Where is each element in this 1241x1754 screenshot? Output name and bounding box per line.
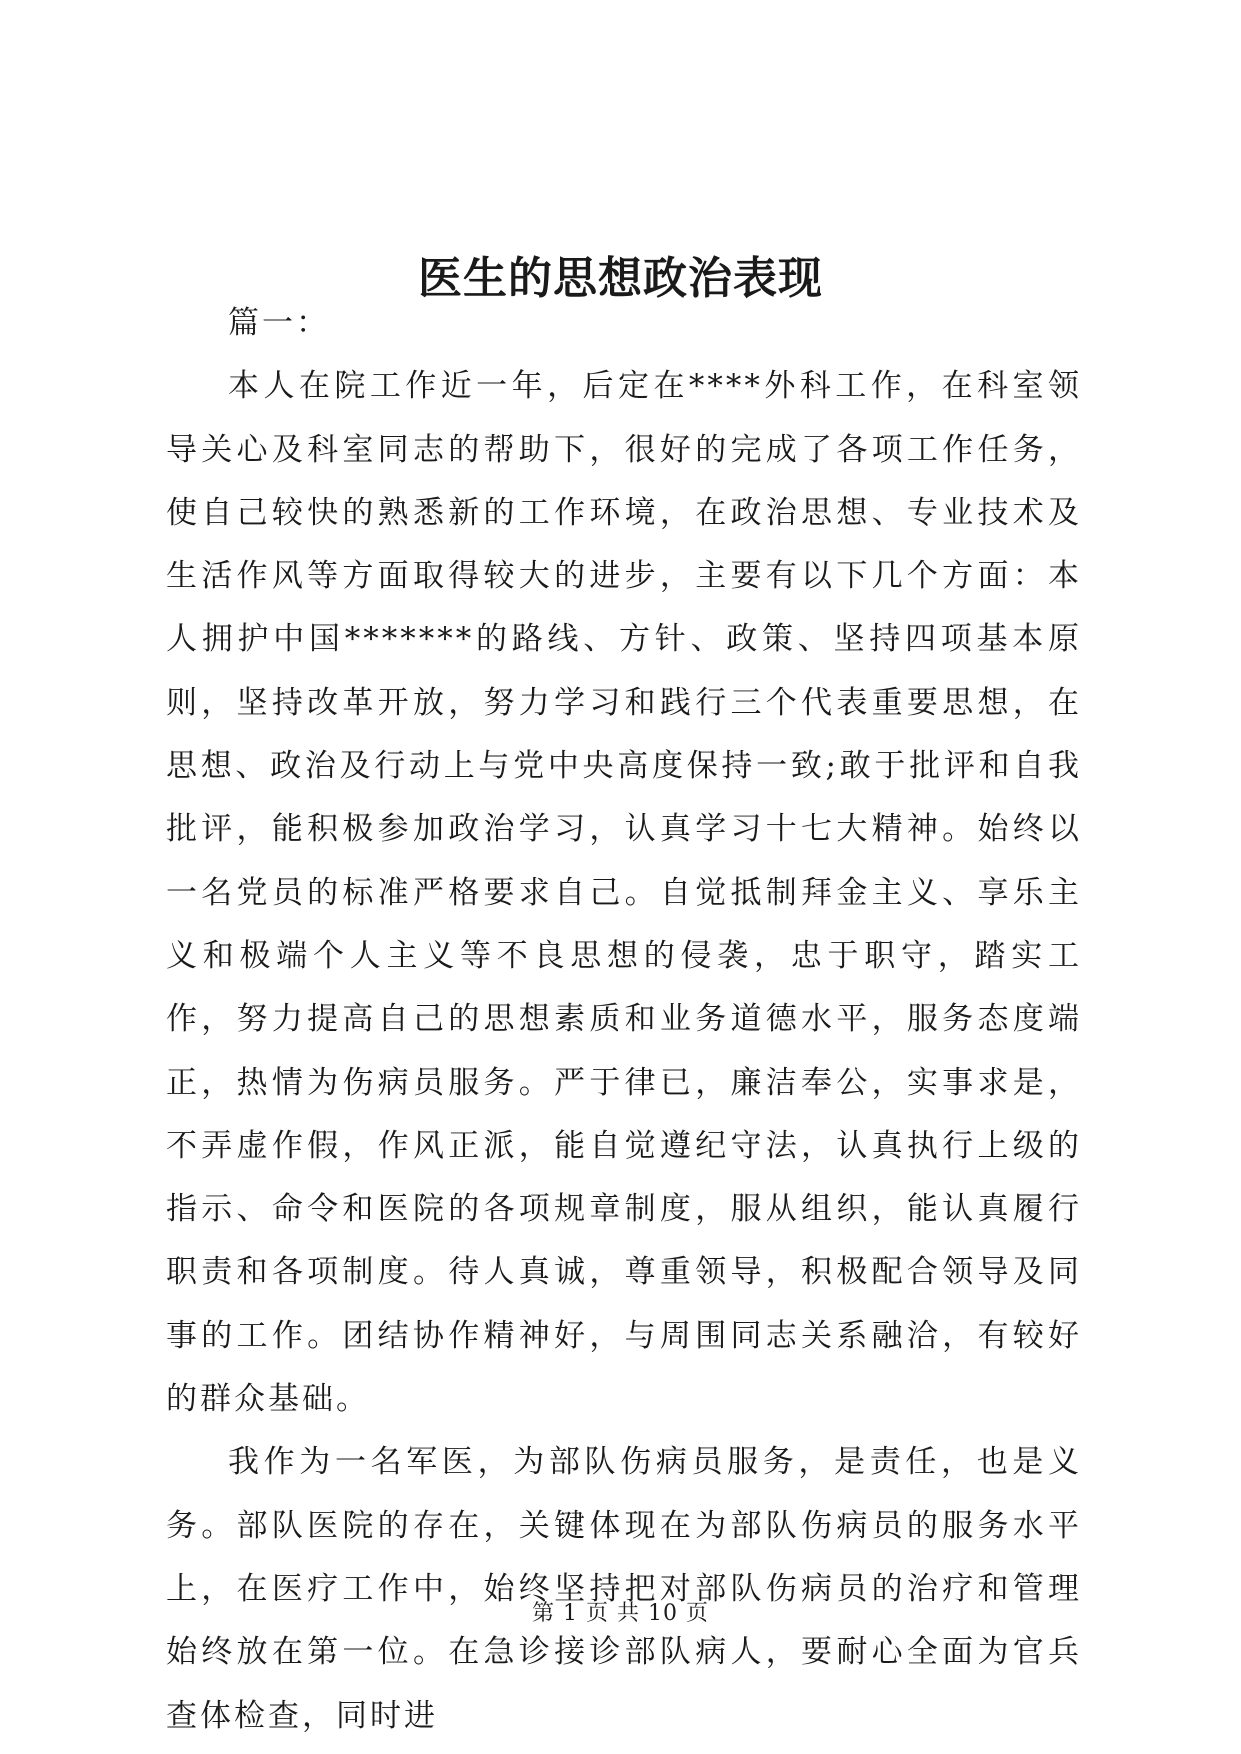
document-body <box>166 292 1082 1748</box>
document-title: 医生的思想政治表现 <box>418 253 823 305</box>
paragraph-1: 本人在院工作近一年，后定在****外科工作，在科室领导关心及科室同志的帮助下，很好的完成了各项工作任务，使自己较快的熟悉新的工作环境，在政治思想、专业技术及生活作风等方面取得较大的进步，主要有以下几个方面：本人拥护中国*******的路线、方针、政策、坚持四项基本原则，坚持改革开放，努力学习和践行三个代表重要思想，在思想、政治及行动上与党中央高度保持一致;敢于批评和自我批评，能积极参加政治学习，认真学习十七大精神。始终以一名党员的标准严格要求自己。自觉抵制拜金主义、享乐主义和极端个人主义等不良思想的侵袭，忠于职守，踏实工作，努力提高自己的思想素质和业务道德水平，服务态度端正，热情为伤病员服务。严于律已，廉洁奉公，实事求是，不弄虚作假，作风正派，能自觉遵纪守法，认真执行上级的指示、命令和医院的各项规章制度，服从组织，能认真履行职责和各项制度。待人真诚，尊重领导，积极配合领导及同事的工作。团结协作精神好，与周围同志关系融洽，有较好的群众基础。 <box>166 368 1082 1418</box>
paragraph-2: 我作为一名军医，为部队伤病员服务，是责任，也是义务。部队医院的存在，关键体现在为部队伤病员的服务水平上，在医疗工作中，始终坚持把对部队伤病员的治疗和管理始终放在第一位。在急诊接诊部队病人，要耐心全面为官兵查体检查，同时进 <box>166 1444 1082 1734</box>
section-label: 篇一： <box>228 305 330 341</box>
page-footer: 第 1 页 共 10 页 <box>532 1601 709 1626</box>
